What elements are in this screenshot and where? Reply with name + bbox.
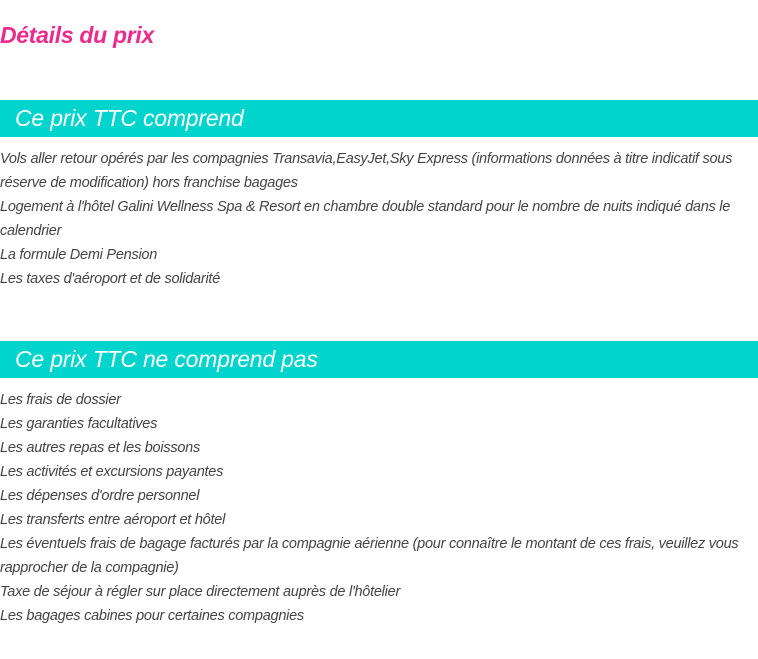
price-excludes-section xyxy=(0,341,758,628)
list-item: Les activités et excursions payantes xyxy=(0,464,224,480)
list-item: Les dépenses d'ordre personnel xyxy=(0,488,200,504)
list-item: Les autres repas et les boissons xyxy=(0,440,200,456)
price-includes-heading: Ce prix TTC comprend xyxy=(0,100,758,137)
list-item: Les bagages cabines pour certaines compagnies xyxy=(0,608,304,624)
list-item: Les garanties facultatives xyxy=(0,416,158,432)
list-item: Les frais de dossier xyxy=(0,392,121,408)
list-item: Les taxes d'aéroport et de solidarité xyxy=(0,271,221,287)
page-title: Détails du prix xyxy=(0,22,154,48)
price-includes-section xyxy=(0,100,758,291)
list-item: Logement à l'hôtel Galini Wellness Spa & Resort en chambre double standard pour le nombre de nuits indiqué dans le calendrier xyxy=(0,199,731,239)
list-item: Les éventuels frais de bagage facturés par la compagnie aérienne (pour connaître le montant de ces frais, veuillez vous rapprocher de la compagnie) xyxy=(0,536,739,576)
price-excludes-heading: Ce prix TTC ne comprend pas xyxy=(0,341,758,378)
price-includes-list xyxy=(0,147,758,291)
list-item: Les transferts entre aéroport et hôtel xyxy=(0,512,226,528)
list-item: La formule Demi Pension xyxy=(0,247,158,263)
list-item: Taxe de séjour à régler sur place directement auprès de l'hôtelier xyxy=(0,584,401,600)
price-excludes-list xyxy=(0,388,758,628)
list-item: Vols aller retour opérés par les compagnies Transavia,EasyJet,Sky Express (informations données à titre indicatif sous réserve de modification) hors franchise bagages xyxy=(0,151,733,191)
